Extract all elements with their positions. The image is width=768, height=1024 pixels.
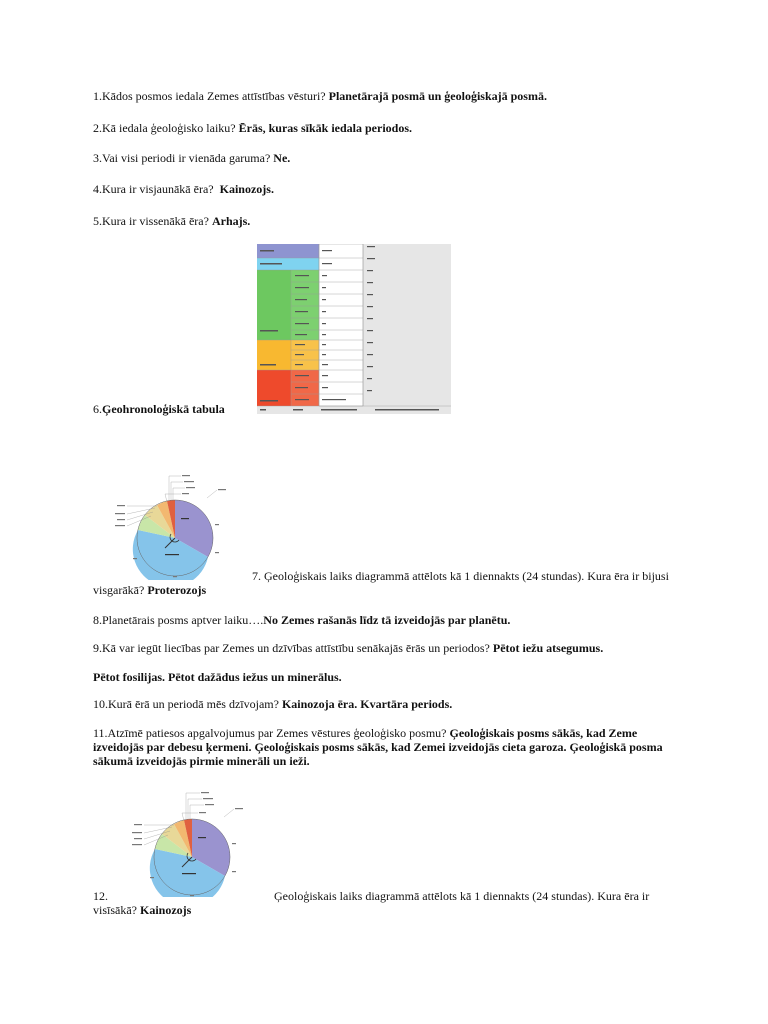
answer-text: Kainozojs.	[219, 182, 274, 196]
question-6	[93, 402, 673, 416]
answer-text: Arhajs.	[211, 214, 251, 228]
question-text: 4.Kura ir visjaunākā ēra?	[93, 182, 220, 196]
question-10	[93, 697, 673, 711]
question-text: 3.Vai visi periodi ir vienāda garuma?	[93, 151, 274, 165]
question-11	[93, 726, 673, 768]
answer-text: Kainozojs	[140, 903, 192, 917]
geologic-clock-diagram	[110, 785, 270, 897]
answer-text: Ne.	[273, 151, 291, 165]
question-3	[93, 151, 673, 165]
answer-text: No Zemes rašanās līdz tā izveidojās par planētu.	[263, 613, 511, 627]
question-8	[93, 613, 673, 627]
question-5	[93, 214, 673, 228]
question-number: 12.	[93, 889, 108, 903]
question-text: 2.Kā iedala ģeoloģisko laiku?	[93, 121, 239, 135]
answer-text: Ģeohronoloģiskā tabula	[102, 402, 225, 416]
question-text: 9.Kā var iegūt liecības par Zemes un dzīvības attīstību senākajās ērās un periodos?	[93, 641, 493, 655]
answer-text: Pētot iežu atsegumus.	[492, 641, 604, 655]
question-text: 10.Kurā ērā un periodā mēs dzīvojam?	[93, 697, 282, 711]
question-text: 5.Kura ir vissenākā ēra?	[93, 214, 212, 228]
question-text: 7. Ģeoloģiskais laiks diagrammā attēlots kā 1 diennakts (24 stundas). Kura ēra ir bijusi visgarākā?	[93, 569, 669, 597]
geologic-clock-diagram	[97, 468, 247, 580]
question-number: 6.	[93, 402, 102, 416]
question-9-answer-continued	[93, 670, 673, 684]
answer-text: Planetārajā posmā un ģeoloģiskajā posmā.	[328, 89, 547, 103]
question-2	[93, 121, 673, 135]
question-text: 1.Kādos posmos iedala Zemes attīstības vēsturi?	[93, 89, 329, 103]
answer-text: Kainozoja ēra. Kvartāra periods.	[281, 697, 453, 711]
geochronological-table-image	[257, 244, 451, 414]
question-text: Ģeoloģiskais laiks diagrammā attēlots kā 1 diennakts (24 stundas). Kura ēra ir visīsākā?	[93, 889, 650, 917]
answer-text: Ģeoloģiskais posms sākās, kad Zeme izveidojās par debesu ķermeni. Ģeoloģiskais posms sākās, kad Zemei izveidojās cieta garoza. Ģeoloģiskā posma sākumā izveidojās pirmie minerāli un ieži.	[93, 726, 663, 768]
question-12	[93, 889, 673, 917]
question-text: 11.Atzīmē patiesos apgalvojumus par Zemes vēstures ģeoloģisko posmu?	[93, 726, 450, 740]
question-1	[93, 89, 673, 103]
question-9	[93, 641, 673, 655]
question-text: 8.Planetārais posms aptver laiku….	[93, 613, 264, 627]
question-4	[93, 182, 673, 196]
answer-text: Proterozojs	[147, 583, 207, 597]
answer-text: Pētot fosilijas. Pētot dažādus iežus un minerālus.	[93, 670, 342, 684]
era-paleozojs-band	[257, 270, 291, 340]
question-7	[93, 569, 673, 597]
answer-text: Ērās, kuras sīkāk iedala periodos.	[238, 121, 412, 135]
